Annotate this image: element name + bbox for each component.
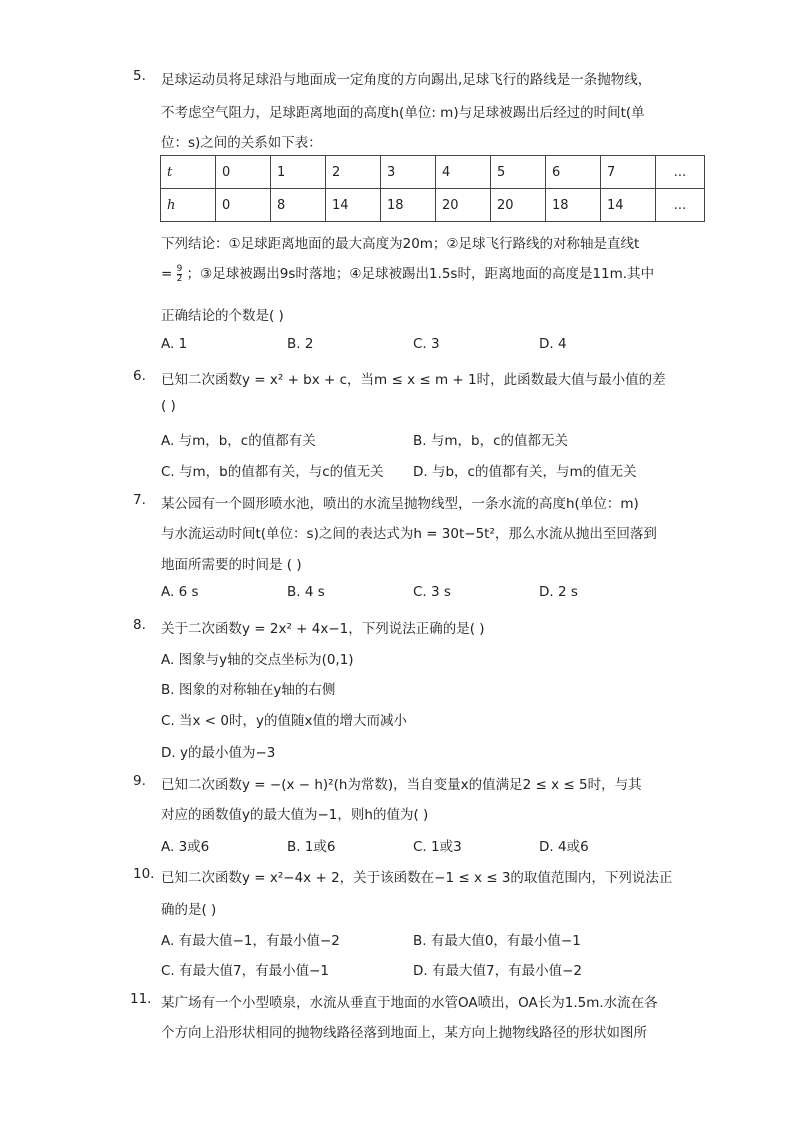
fraction: $\frac{9}{2}$ (176, 263, 183, 284)
question-number: 9. (133, 773, 146, 789)
table-cell: 18 (381, 189, 436, 222)
question-text: 已知二次函数y = −(x − h)²(h为常数)，当自变量x的值满足2 ≤ x ≤ 5时，与其 (161, 777, 642, 793)
question-text: ( ) (161, 398, 176, 414)
question-text: 地面所需要的时间是 ( ) (161, 557, 302, 573)
option-d: D. 与b，c的值都有关，与m的值无关 (413, 464, 637, 480)
option-b: B. 4 s (287, 584, 325, 600)
option-b: B. 2 (287, 336, 314, 352)
table-cell: 20 (436, 189, 491, 222)
question-text: 某广场有一个小型喷泉，水流从垂直于地面的水管OA喷出，OA长为1.5m.水流在各 (161, 995, 658, 1011)
option-c: C. 1或3 (413, 839, 462, 855)
question-text: 某公园有一个圆形喷水池，喷出的水流呈抛物线型，一条水流的高度h(单位：m) (161, 496, 639, 512)
option-b: B. 有最大值0，有最小值−1 (413, 933, 581, 949)
question-text: 位：s)之间的关系如下表： (161, 135, 322, 151)
option-c: C. 3 (413, 336, 440, 352)
question-text: 与水流运动时间t(单位：s)之间的表达式为h = 30t−5t²，那么水流从抛出至回落到 (161, 526, 657, 542)
question-text: 确的是( ) (161, 902, 217, 918)
option-b: B. 与m，b，c的值都无关 (413, 433, 568, 449)
table-cell: 1 (271, 156, 326, 189)
option-a: A. 3或6 (161, 839, 210, 855)
table-cell: ... (656, 156, 705, 189)
table-cell: 20 (491, 189, 546, 222)
option-b: B. 图象的对称轴在y轴的右侧 (161, 682, 336, 698)
option-c: C. 3 s (413, 584, 451, 600)
option-a: A. 1 (161, 336, 188, 352)
data-table (160, 155, 705, 222)
table-cell: 2 (326, 156, 381, 189)
table-cell: h (161, 189, 216, 222)
question-text: 已知二次函数y = x²−4x + 2，关于该函数在−1 ≤ x ≤ 3的取值范围内，下列说法正 (161, 870, 673, 886)
option-a: A. 与m，b，c的值都有关 (161, 433, 316, 449)
option-d: D. 4或6 (539, 839, 589, 855)
table-cell: ... (656, 189, 705, 222)
option-b: B. 1或6 (287, 839, 336, 855)
option-d: D. 2 s (539, 584, 578, 600)
option-c: C. 有最大值7，有最小值−1 (161, 963, 329, 979)
table-cell: 14 (601, 189, 656, 222)
table-cell: 18 (546, 189, 601, 222)
question-number: 7. (133, 492, 146, 508)
table-cell: 7 (601, 156, 656, 189)
table-cell: 3 (381, 156, 436, 189)
table-cell: 0 (216, 189, 271, 222)
question-number: 11. (130, 991, 152, 1007)
question-number: 8. (133, 617, 146, 633)
question-text: = $\frac{9}{2}$ ；③足球被踢出9s时落地；④足球被踢出1.5s时，距离地面的高度是11m.其中 (161, 263, 655, 284)
option-a: A. 图象与y轴的交点坐标为(0,1) (161, 652, 354, 668)
table-cell: t (161, 156, 216, 189)
option-d: D. y的最小值为−3 (161, 745, 276, 761)
question-number: 6. (133, 368, 146, 384)
table-row (161, 156, 705, 189)
table-cell: 14 (326, 189, 381, 222)
question-text: 不考虑空气阻力，足球距离地面的高度h(单位: m)与足球被踢出后经过的时间t(单 (161, 105, 645, 121)
question-text: 下列结论：①足球距离地面的最大高度为20m；②足球飞行路线的对称轴是直线t (161, 236, 640, 252)
option-d: D. 有最大值7，有最小值−2 (413, 963, 582, 979)
question-number: 5. (133, 68, 146, 84)
question-text: 个方向上沿形状相同的抛物线路径落到地面上，某方向上抛物线路径的形状如图所 (161, 1025, 647, 1041)
option-d: D. 4 (539, 336, 567, 352)
table-cell: 0 (216, 156, 271, 189)
table-cell: 4 (436, 156, 491, 189)
table-row (161, 189, 705, 222)
question-text: 已知二次函数y = x² + bx + c，当m ≤ x ≤ m + 1时，此函数最大值与最小值的差 (161, 372, 666, 388)
question-text: 关于二次函数y = 2x² + 4x−1，下列说法正确的是( ) (161, 621, 485, 637)
table-cell: 8 (271, 189, 326, 222)
option-a: A. 有最大值−1，有最小值−2 (161, 933, 340, 949)
option-a: A. 6 s (161, 584, 199, 600)
option-c: C. 与m，b的值都有关，与c的值无关 (161, 464, 384, 480)
question-number: 10. (133, 866, 155, 882)
table-cell: 6 (546, 156, 601, 189)
question-text: 足球运动员将足球沿与地面成一定角度的方向踢出,足球飞行的路线是一条抛物线， (161, 72, 652, 88)
option-c: C. 当x < 0时，y的值随x值的增大而减小 (161, 713, 407, 729)
question-text: 对应的函数值y的最大值为−1，则h的值为( ) (161, 807, 429, 823)
question-text: 正确结论的个数是( ) (161, 308, 284, 324)
table-cell: 5 (491, 156, 546, 189)
